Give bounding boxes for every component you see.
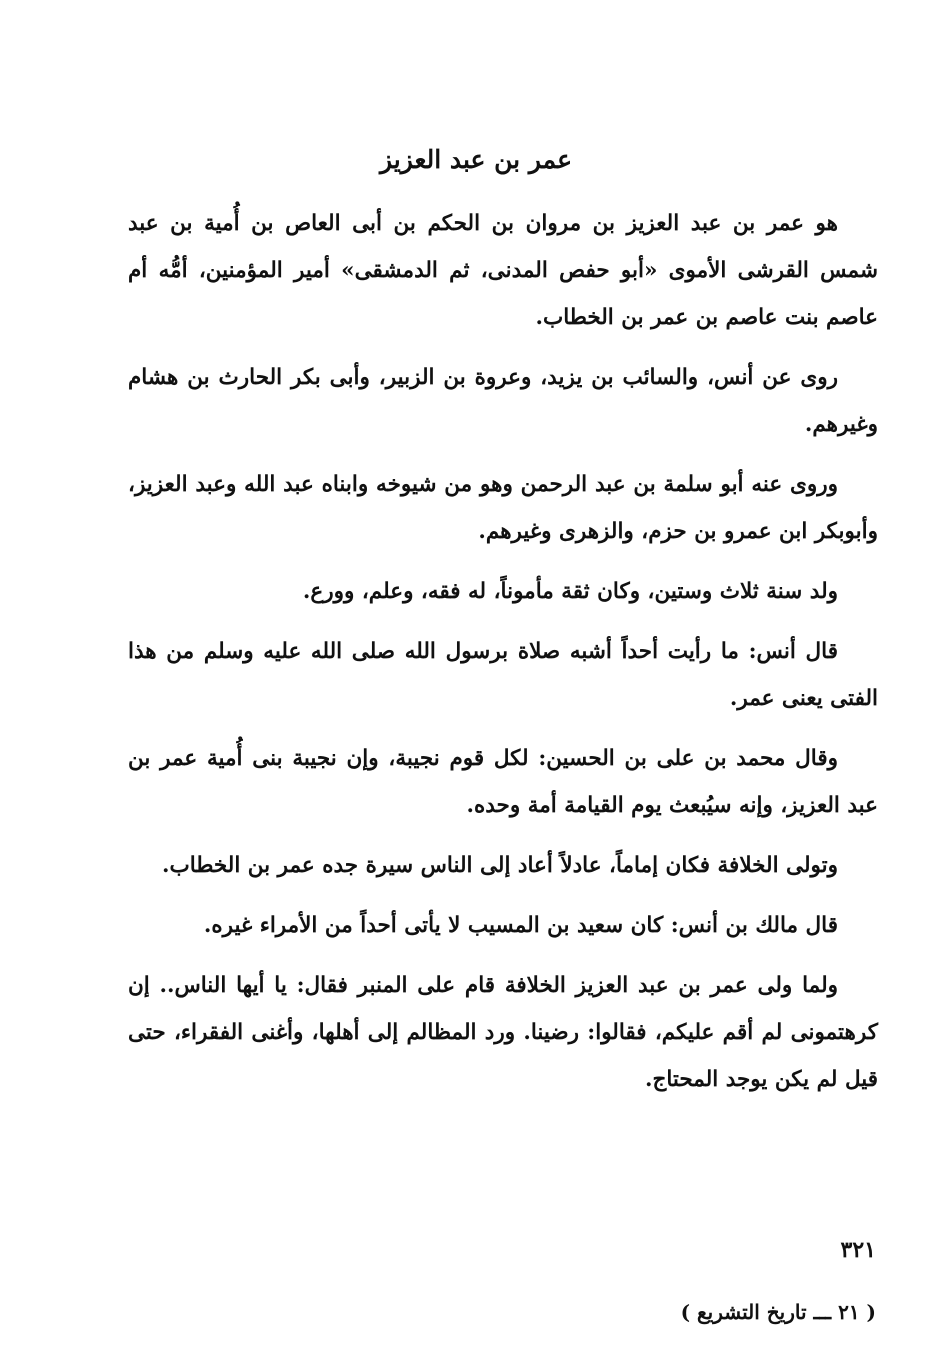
paragraph-malik-quote: قال مالك بن أنس: كان سعيد بن المسيب لا يأتى أحداً من الأمراء غيره. <box>203 913 838 938</box>
paragraph-narrated-from: روى عن أنس، والسائب بن يزيد، وعروة بن الزبير، وأبى بكر الحارث بن هشام وغيرهم. <box>128 365 878 437</box>
document-body <box>128 200 878 1116</box>
paragraph-anas-quote: قال أنس: ما رأيت أحداً أشبه صلاة برسول الله صلى الله عليه وسلم من هذا الفتى يعنى عمر. <box>128 639 878 711</box>
page-number: ٣٢١ <box>840 1237 876 1263</box>
footer-signature: ( ٢١ ـــ تاريخ التشريع ) <box>680 1300 876 1324</box>
paragraph-birth: ولد سنة ثلاث وستين، وكان ثقة مأموناً، له فقه، وعلم، وورع. <box>302 579 838 604</box>
paragraph-pulpit-speech: ولما ولى عمر بن عبد العزيز الخلافة قام على المنبر فقال: يا أيها الناس.. إن كرهتمونى لم أقم عليكم، فقالوا: رضينا. ورد المظالم إلى أهلها، وأغنى الفقراء، حتى قيل لم يكن يوجد المحتاج. <box>128 973 878 1092</box>
paragraph-lineage: هو عمر بن عبد العزيز بن مروان بن الحكم بن أبى العاص بن أُمية بن عبد شمس القرشى الأموى «أبو حفص المدنى، ثم الدمشقى» أمير المؤمنين، أمُّه أم عاصم بنت عاصم بن عمر بن الخطاب. <box>128 211 878 330</box>
paragraph-caliphate: وتولى الخلافة فكان إماماً، عادلاً أعاد إلى الناس سيرة جده عمر بن الخطاب. <box>162 853 838 878</box>
paragraph-muhammad-quote: وقال محمد بن على بن الحسين: لكل قوم نجيبة، وإن نجيبة بنى أُمية عمر بن عبد العزيز، وإنه سيُبعث يوم القيامة أمة وحده. <box>128 746 878 818</box>
page-title: عمر بن عبد العزيز <box>379 145 573 174</box>
paragraph-narrated-by: وروى عنه أبو سلمة بن عبد الرحمن وهو من شيوخه وابناه عبد الله وعبد العزيز، وأبوبكر ابن عمرو بن حزم، والزهرى وغيرهم. <box>128 472 878 544</box>
